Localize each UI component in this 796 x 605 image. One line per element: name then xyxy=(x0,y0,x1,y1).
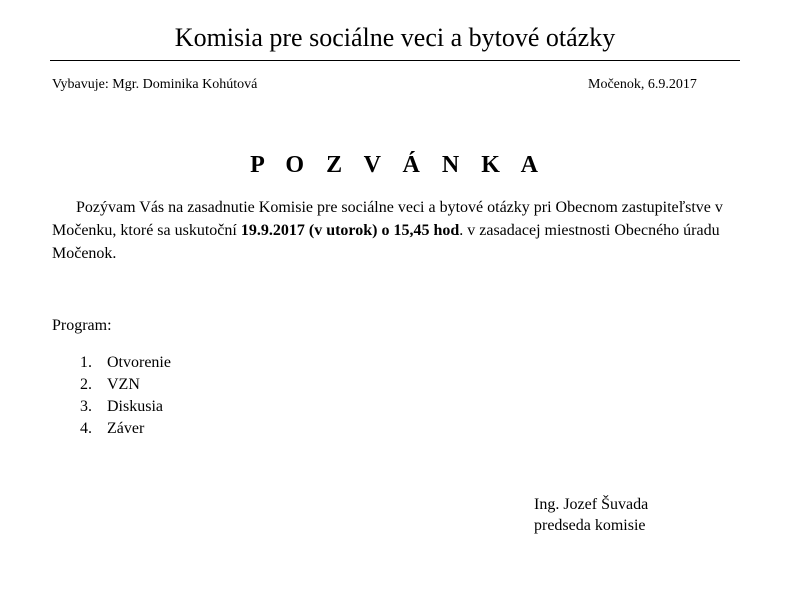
signature-block xyxy=(534,494,648,536)
program-label: Program: xyxy=(52,317,112,334)
program-item-text: Otvorenie xyxy=(107,354,171,371)
program-item-text: VZN xyxy=(107,376,140,393)
meeting-datetime: 19.9.2017 (v utorok) o 15,45 hod xyxy=(240,222,460,239)
program-item-text: Záver xyxy=(107,420,145,437)
invitation-text xyxy=(52,196,742,265)
prepared-by: Vybavuje: Mgr. Dominika Kohútová xyxy=(52,77,258,92)
invitation-text-part2: . v zasadacej miestnosti Obecného úradu Močenok. xyxy=(52,222,720,262)
committee-title: Komisia pre sociálne veci a bytové otázky xyxy=(174,23,616,52)
signatory-name: Ing. Jozef Šuvada xyxy=(534,496,649,513)
signatory-role: predseda komisie xyxy=(534,517,646,534)
document-page: Komisia pre sociálne veci a bytové otázky Vybavuje: Mgr. Dominika Kohútová Močenok, 6.9.2017 P O Z V Á N K A Pozývam Vás na zasadnutie Komisie pre sociálne veci a bytové otázky pri Obecnom zastupiteľstve v Močenku, ktoré sa uskutoční 19.9.2017 (v utorok) o 15,45 hod. v zasadacej miestnosti Obecného úradu Močenok. Program: 1. Otvorenie 2. VZN 3. Diskusia 4. Záver Ing. Jozef Šuvada predseda komisie xyxy=(0,0,796,605)
program-item-text: Diskusia xyxy=(107,398,163,415)
place-date: Močenok, 6.9.2017 xyxy=(588,77,697,92)
invitation-text-part1: Pozývam Vás na zasadnutie Komisie pre sociálne veci a bytové otázky pri Obecnom zastupiteľstve v Močenku, ktoré sa uskutoční xyxy=(52,199,723,239)
header-divider xyxy=(50,60,740,61)
document-title: P O Z V Á N K A xyxy=(250,152,546,178)
